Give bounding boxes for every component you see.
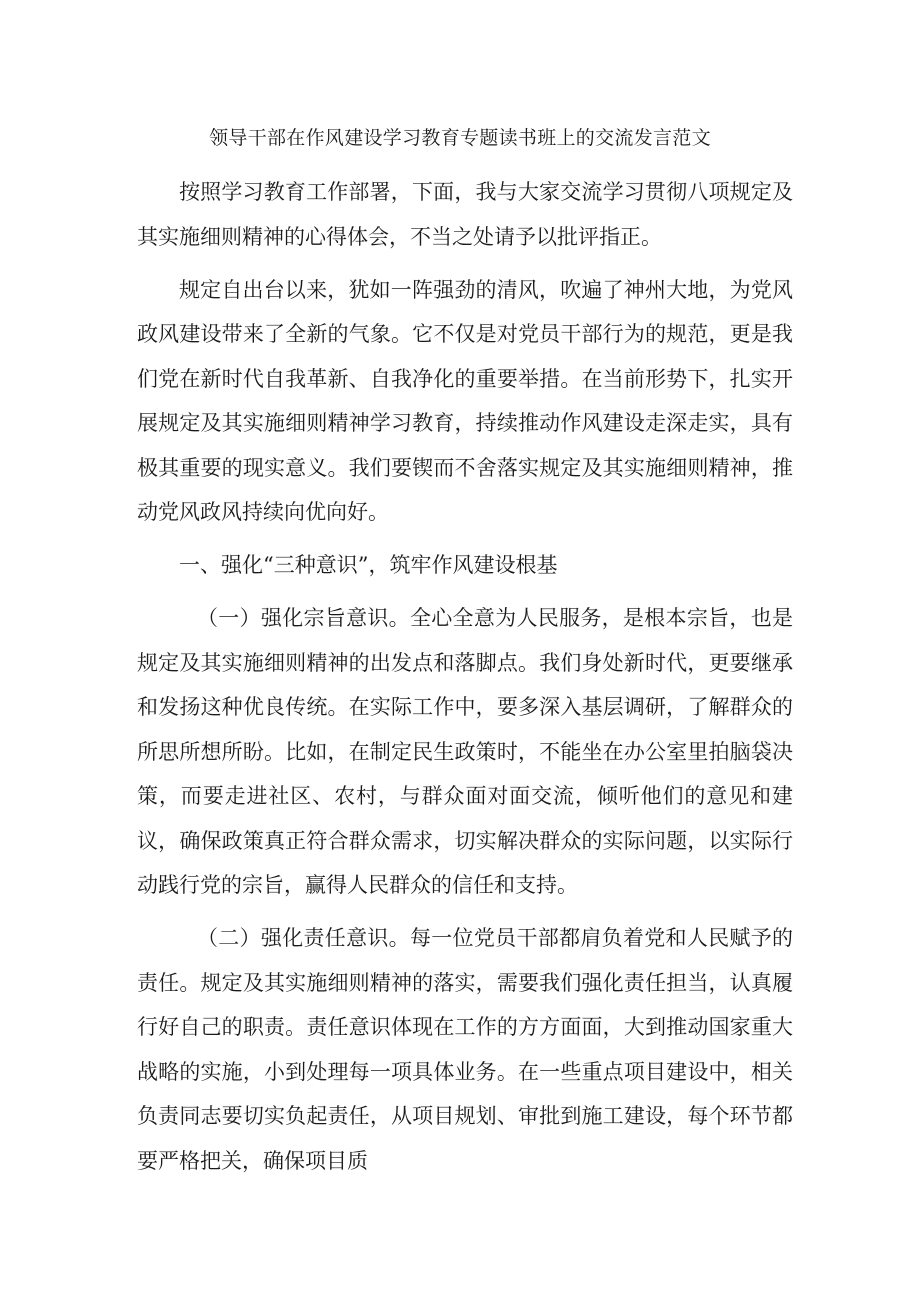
section-heading: 一、强化“三种意识”，筑牢作风建设根基 (179, 553, 558, 577)
paragraph-purpose-awareness: （一）强化宗旨意识。全心全意为人民服务，是根本宗旨，也是规定及其实施细则精神的出发点和落脚点。我们身处新时代，更要继承和发扬这种优良传统。在实际工作中，要多深入基层调研，了解群众的所思所想所盼。比如，在制定民生政策时，不能坐在办公室里拍脑袋决策，而要走进社区、农村，与群众面对面交流，倾听他们的意见和建议，确保政策真正符合群众需求，切实解决群众的实际问题，以实际行动践行党的宗旨，赢得人民群众的信任和支持。 (137, 606, 793, 897)
paragraph-background: 规定自出台以来，犹如一阵强劲的清风，吹遍了神州大地，为党风政风建设带来了全新的气象。它不仅是对党员干部行为的规范，更是我们党在新时代自我革新、自我净化的重要举措。在当前形势下，扎实开展规定及其实施细则精神学习教育，持续推动作风建设走深走实，具有极其重要的现实意义。我们要锲而不舍落实规定及其实施细则精神，推动党风政风持续向优向好。 (137, 277, 793, 524)
document-title: 领导干部在作风建设学习教育专题读书班上的交流发言范文 (209, 127, 711, 149)
paragraph-intro: 按照学习教育工作部署，下面，我与大家交流学习贯彻八项规定及其实施细则精神的心得体会，不当之处请予以批评指正。 (137, 180, 793, 249)
paragraph-responsibility-awareness: （二）强化责任意识。每一位党员干部都肩负着党和人民赋予的责任。规定及其实施细则精神的落实，需要我们强化责任担当，认真履行好自己的职责。责任意识体现在工作的方方面面，大到推动国家重大战略的实施，小到处理每一项具体业务。在一些重点项目建设中，相关负责同志要切实负起责任，从项目规划、审批到施工建设，每个环节都要严格把关，确保项目质 (137, 926, 793, 1173)
document-body (137, 170, 793, 1183)
